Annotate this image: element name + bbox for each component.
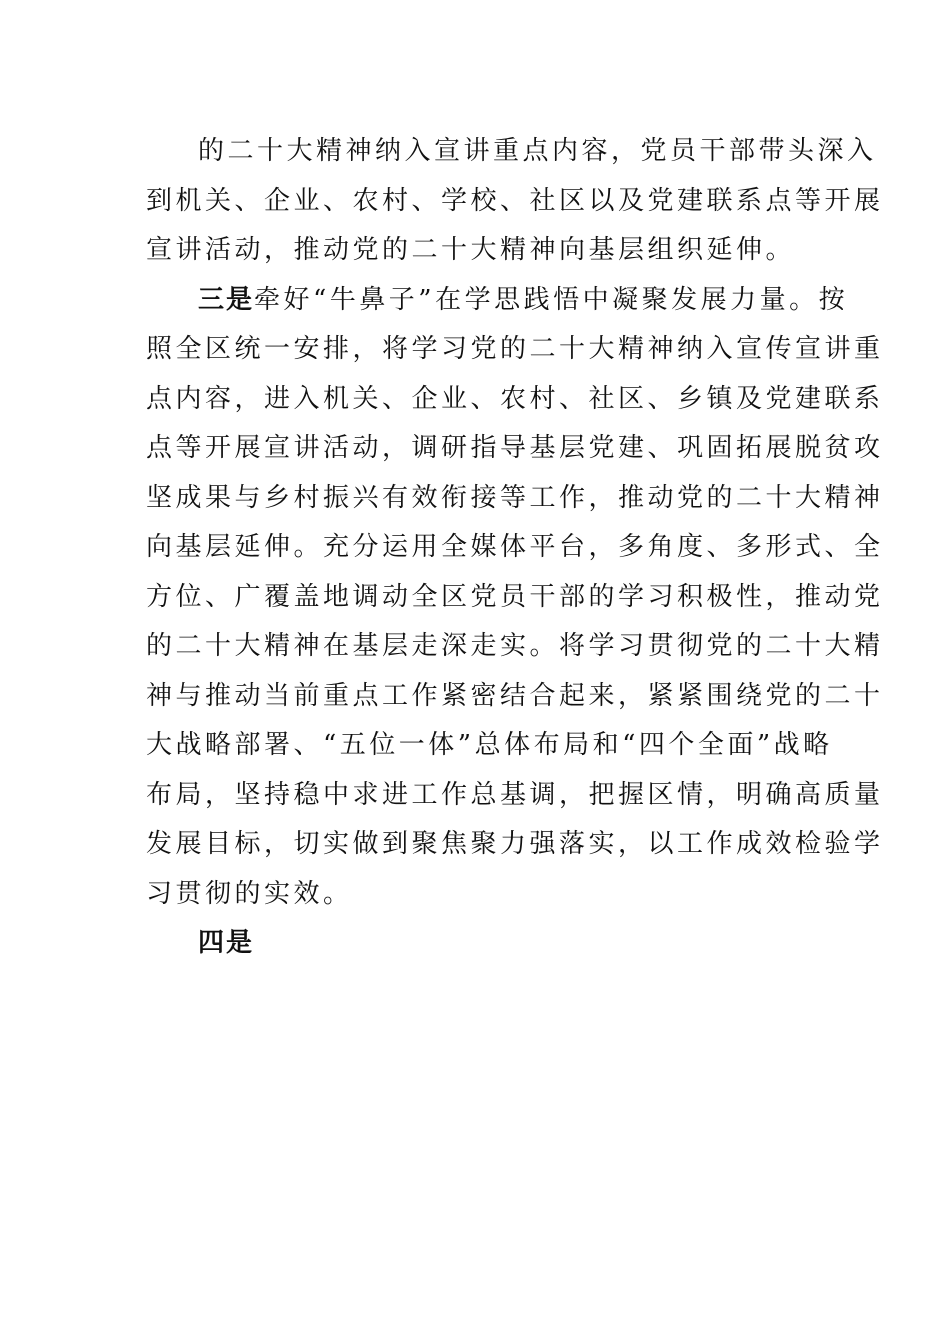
paragraph-2-line-10: 大战略部署、“五位一体”总体布局和“四个全面”战略 <box>146 730 833 760</box>
paragraph-2-line-7: 方位、广覆盖地调动全区党员干部的学习积极性，推动党 <box>146 581 884 612</box>
paragraph-2-line-1-text: 牵好“牛鼻子”在学思践悟中凝聚发展力量。按 <box>254 284 849 315</box>
paragraph-2-line-1 <box>146 276 849 326</box>
paragraph-2-line-4: 点等开展宣讲活动，调研指导基层党建、巩固拓展脱贫攻 <box>146 433 884 463</box>
paragraph-2-lead: 三是 <box>198 284 255 315</box>
paragraph-1-line-2: 到机关、企业、农村、学校、社区以及党建联系点等开展 <box>146 185 884 216</box>
paragraph-2-line-3: 点内容，进入机关、企业、农村、社区、乡镇及党建联系 <box>146 383 884 414</box>
paragraph-2-line-2: 照全区统一安排，将学习党的二十大精神纳入宣传宣讲重 <box>146 334 884 364</box>
paragraph-2-line-11: 布局，坚持稳中求进工作总基调，把握区情，明确高质量 <box>146 779 884 810</box>
paragraph-2-line-5: 坚成果与乡村振兴有效衔接等工作，推动党的二十大精神 <box>146 482 884 513</box>
paragraph-2-line-6: 向基层延伸。充分运用全媒体平台，多角度、多形式、全 <box>146 532 884 562</box>
paragraph-1-line-3: 宣讲活动，推动党的二十大精神向基层组织延伸。 <box>146 235 796 265</box>
paragraph-2-line-13: 习贯彻的实效。 <box>146 878 353 909</box>
paragraph-2-line-9: 神与推动当前重点工作紧密结合起来，紧紧围绕党的二十 <box>146 680 884 711</box>
paragraph-3-lead: 四是 <box>198 928 255 958</box>
paragraph-1-line-1: 的二十大精神纳入宣讲重点内容，党员干部带头深入 <box>198 136 877 166</box>
paragraph-3-line-1 <box>146 919 806 969</box>
paragraph-2-line-12: 发展目标，切实做到聚焦聚力强落实，以工作成效检验学 <box>146 829 884 859</box>
document-body <box>146 127 884 969</box>
paragraph-2-line-8: 的二十大精神在基层走深走实。将学习贯彻党的二十大精 <box>146 631 884 661</box>
